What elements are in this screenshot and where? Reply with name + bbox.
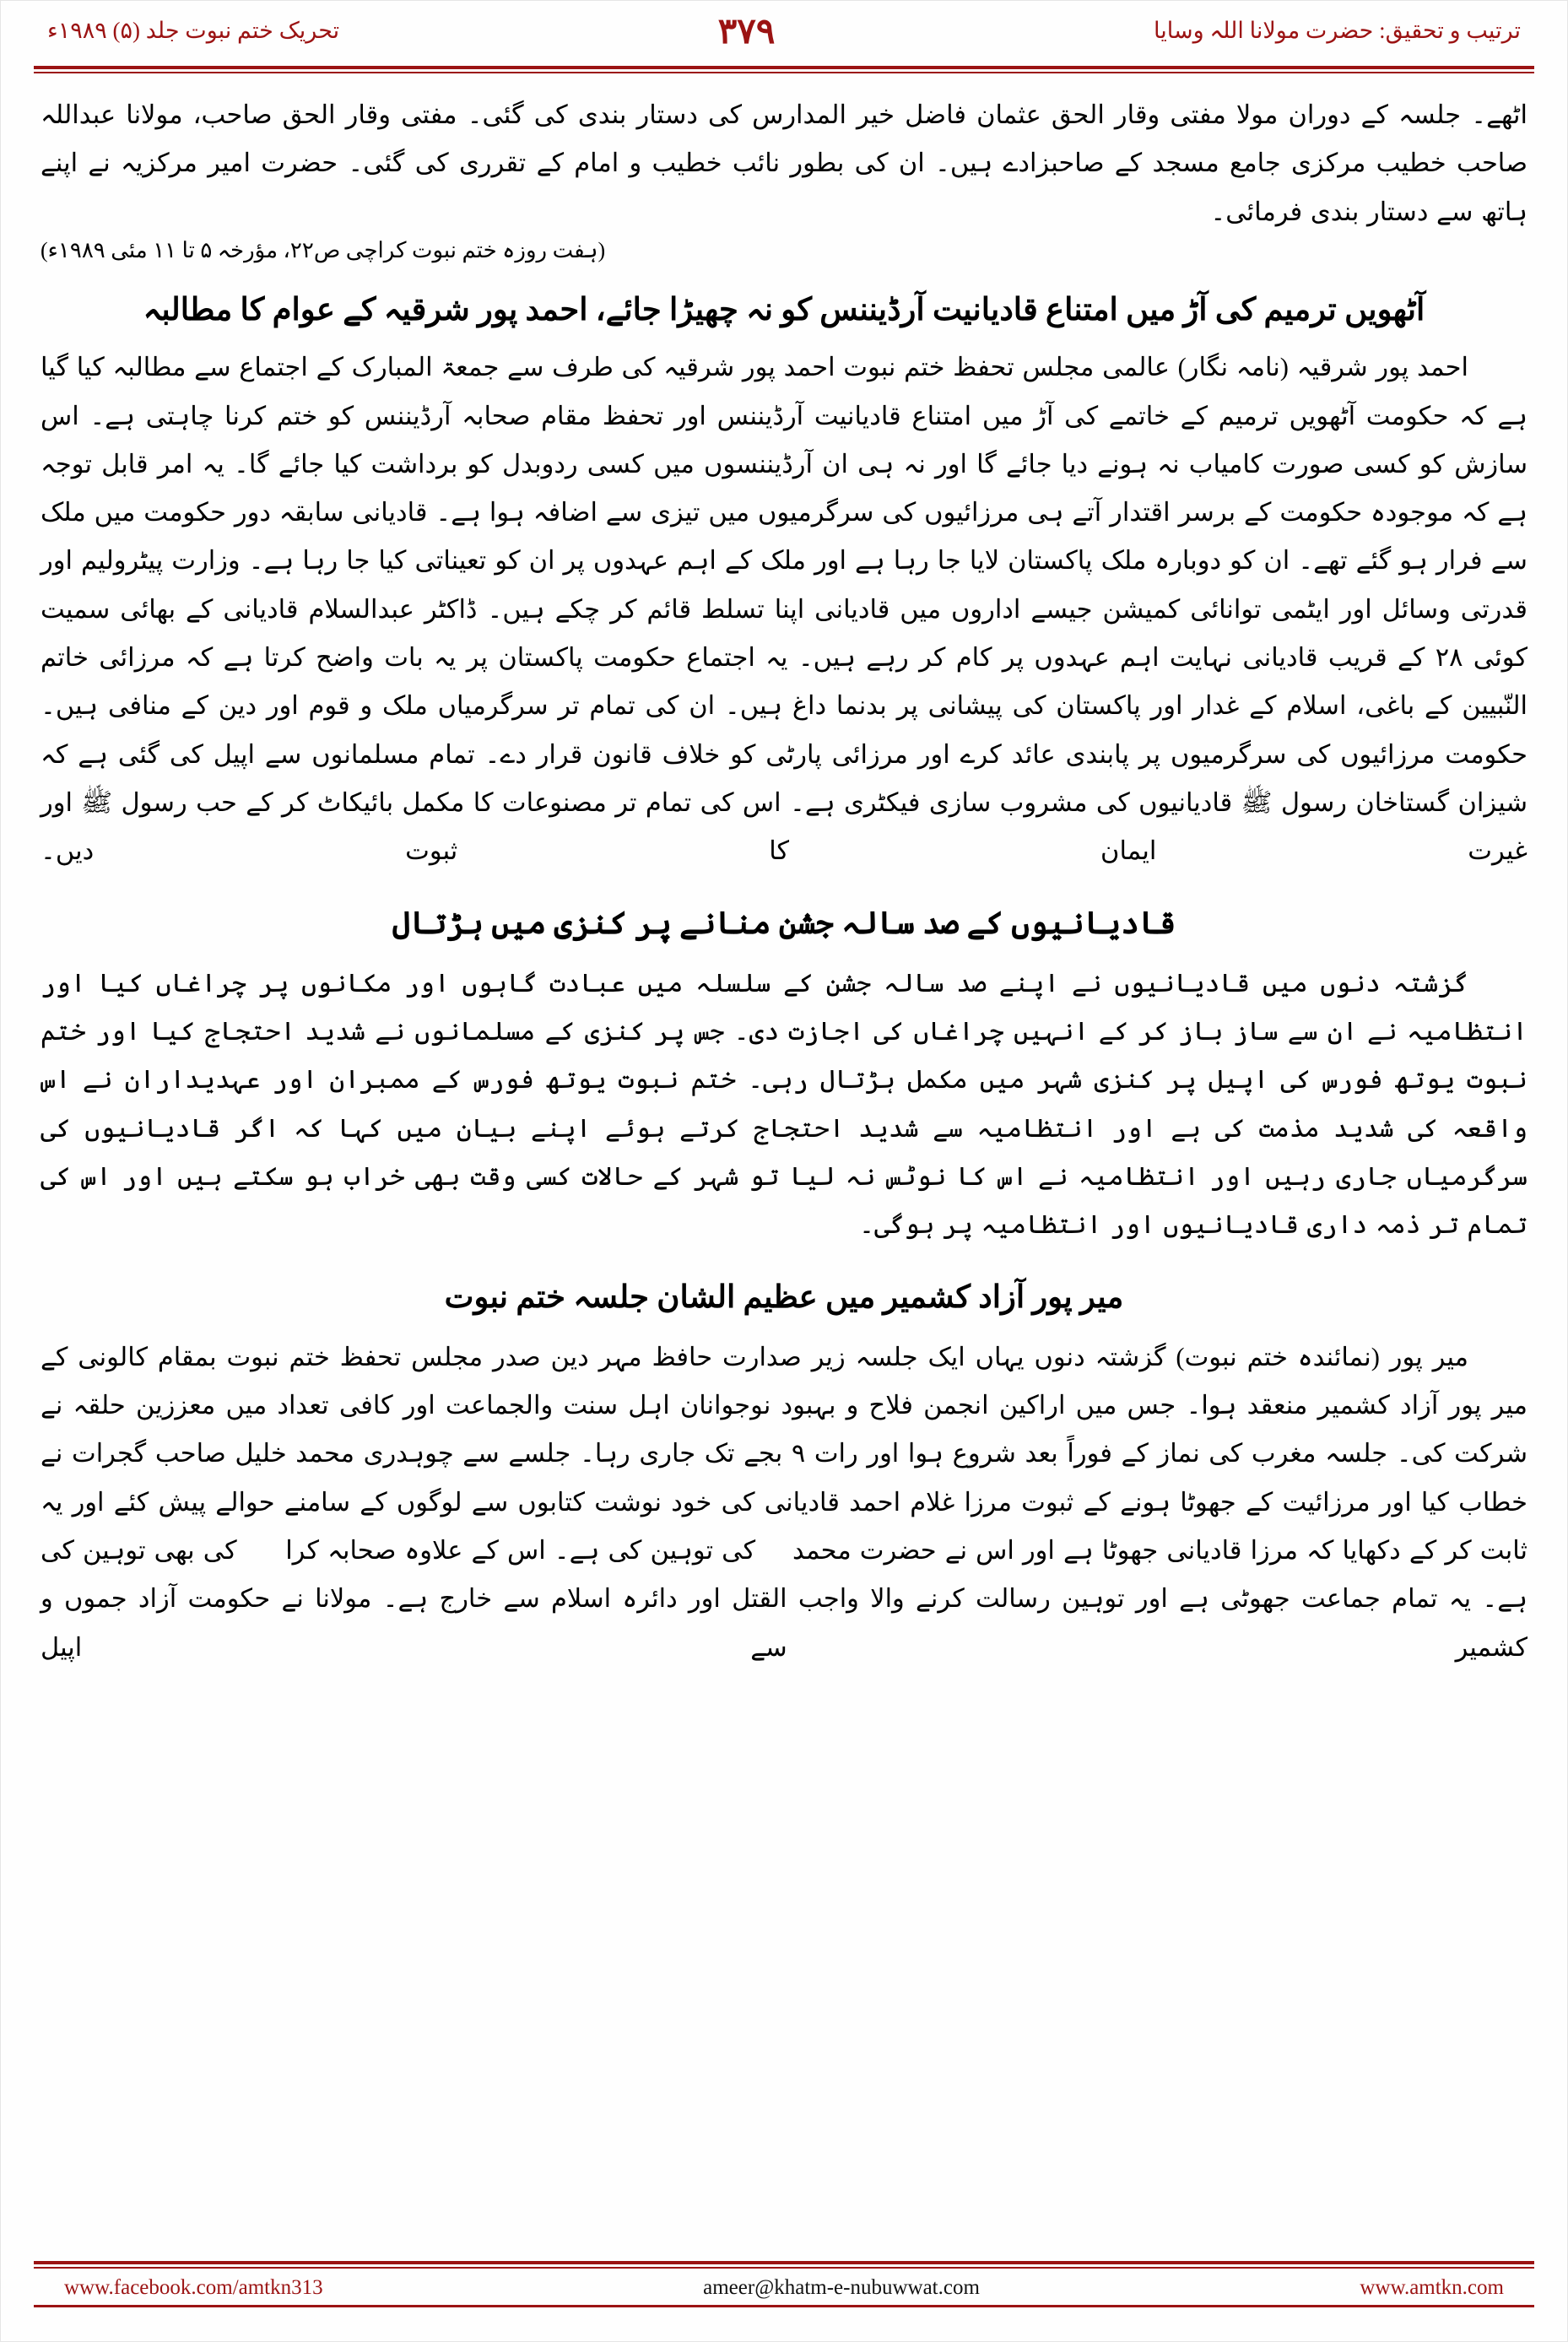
footer-facebook-link[interactable]: www.facebook.com/amtkn313 [64, 2276, 323, 2299]
paragraph-4: میر پور (نمائندہ ختم نبوت) گزشتہ دنوں یہاں ایک جلسہ زیر صدارت حافظ مہر دین صدر مجلس تحفظ ختم نبوت بمقام کالونی کے میر پور آزاد کشمیر منعقد ہوا۔ جس میں اراکین انجمن فلاح و بہبود نوجوانان اہل سنت والجماعت اور کافی تعداد میں معززین حلقہ نے شرکت کی۔ جلسہ مغرب کی نماز کے فوراً بعد شروع ہوا اور رات ۹ بجے تک جاری رہا۔ جلسے سے چوہدری محمد خلیل صاحب گجرات نے خطاب کیا اور مرزائیت کے جھوٹا ہونے کے ثبوت مرزا غلام احمد قادیانی کی خود نوشت کتابوں سے لوگوں کے سامنے حوالے پیش کئے اور یہ ثابت کر کے دکھایا کہ مرزا قادیانی جھوٹا ہے اور اس نے حضرت محمد ﷺ کی توہین کی ہے۔ اس کے علاوہ صحابہ کرامؓ کی بھی توہین کی ہے۔ یہ تمام جماعت جھوٹی ہے اور توہین رسالت کرنے والا واجب القتل اور دائرہ اسلام سے خارج ہے۔ مولانا نے حکومت آزاد جموں و کشمیر سے اپیل [41, 1342, 1528, 1662]
header-book-title: تحریک ختم نبوت جلد (۵) ۱۹۸۹ء [47, 18, 340, 43]
page-content [41, 91, 1527, 2241]
paragraph-2: احمد پور شرقیہ (نامہ نگار) عالمی مجلس تحفظ ختم نبوت احمد پور شرقیہ کی طرف سے جمعۃ المبارک کے اجتماع سے مطالبہ کیا گیا ہے کہ حکومت آٹھویں ترمیم کے خاتمے کی آڑ میں امتناع قادیانیت آرڈیننس اور تحفظ مقام صحابہ آرڈیننس کو ختم کرنا چاہتی ہے۔ اس سازش کو کسی صورت کامیاب نہ ہونے دیا جائے گا اور نہ ہی ان آرڈیننسوں میں کسی ردوبدل کو برداشت کیا جائے گا۔ یہ امر قابل توجہ ہے کہ موجودہ حکومت کے برسر اقتدار آتے ہی مرزائیوں کی سرگرمیوں میں تیزی سے اضافہ ہوا ہے۔ قادیانی سابقہ دور حکومت میں ملک سے فرار ہو گئے تھے۔ ان کو دوبارہ ملک پاکستان لایا جا رہا ہے اور ملک کے اہم عہدوں پر ان کو تعیناتی کیا جا رہا ہے۔ وزارت پیٹرولیم اور قدرتی وسائل اور ایٹمی توانائی کمیشن جیسے اداروں میں قادیانی اپنا تسلط قائم کر چکے ہیں۔ ڈاکٹر عبدالسلام قادیانی کے بھائی سمیت کوئی ۲۸ کے قریب قادیانی نہایت اہم عہدوں پر کام کر رہے ہیں۔ یہ اجتماع حکومت پاکستان پر یہ بات واضح کرتا ہے کہ مرزائی خاتم النّبیین کے باغی، اسلام کے غدار اور پاکستان کی پیشانی پر بدنما داغ ہیں۔ ان کی تمام تر سرگرمیاں ملک و قوم اور دین کے منافی ہیں۔ حکومت مرزائیوں کی سرگرمیوں پر پابندی عائد کرے اور مرزائی پارٹی کو خلاف قانون قرار دے۔ تمام مسلمانوں سے اپیل کی گئی ہے کہ شیزان گستاخان رسول ﷺ قادیانیوں کی مشروب سازی فیکٹری ہے۔ اس کی تمام تر مصنوعات کا مکمل بائیکاٹ کر کے حب رسول ﷺ اور غیرت ایمان کا ثبوت دیں۔ [41, 353, 1527, 866]
footer-divider-bottom [34, 2305, 1534, 2307]
footer-divider-thick [34, 2261, 1534, 2264]
footer-website-link[interactable]: www.amtkn.com [1360, 2276, 1504, 2299]
page-header [0, 0, 1568, 73]
paragraph-3: گزشتہ دنوں میں قادیانیوں نے اپنے صد سالہ جشن کے سلسلہ میں عبادت گاہوں اور مکانوں پر چراغاں کیا اور انتظامیہ نے ان سے ساز باز کر کے انہیں چراغاں کی اجازت دی۔ جس پر کنزی کے مسلمانوں نے شدید احتجاج کیا اور ختم نبوت یوتھ فورس کی اپیل پر کنزی شہر میں مکمل ہڑتال رہی۔ ختم نبوت یوتھ فورس کے ممبران اور عہدیداران نے اس واقعہ کی شدید مذمت کی ہے اور انتظامیہ سے شدید احتجاج کرتے ہوئے اپنے بیان میں کہا کہ اگر قادیانیوں کی سرگرمیاں جاری رہیں اور انتظامیہ نے اس کا نوٹس نہ لیا تو شہر کے حالات کسی وقت بھی خراب ہو سکتے ہیں اور اس کی تمام تر ذمہ داری قادیانیوں اور انتظامیہ پر ہوگی۔ [41, 968, 1527, 1240]
section-heading-1: آٹھویں ترمیم کی آڑ میں امتناع قادیانیت آرڈیننس کو نہ چھیڑا جائے، احمد پور شرقیہ کے عوام کا مطالبہ [143, 292, 1425, 327]
header-compiler-credit: ترتیب و تحقیق: حضرت مولانا اللہ وسایا [1154, 18, 1521, 43]
footer-email-link[interactable]: ameer@khatm-e-nubuwwat.com [703, 2276, 980, 2299]
header-divider-thin [34, 72, 1534, 73]
page-number: ۳۷۹ [717, 13, 776, 51]
page-footer [34, 2261, 1534, 2312]
paragraph-1: اٹھے۔ جلسہ کے دوران مولا مفتی وقار الحق عثمان فاضل خیر المدارس کی دستار بندی کی گئی۔ مفتی وقار الحق صاحب، مولانا عبداللہ صاحب خطیب مرکزی جامع مسجد کے صاحبزادے ہیں۔ ان کی بطور نائب خطیب و امام کے تقرری کی گئی۔ حضرت امیر مرکزیہ نے اپنے ہاتھ سے دستار بندی فرمائی۔ [41, 100, 1527, 226]
section-heading-3: میر پور آزاد کشمیر میں عظیم الشان جلسہ ختم نبوت [444, 1279, 1124, 1315]
reference-citation-1: (ہفت روزہ ختم نبوت کراچی ص۲۲، مؤرخہ ۵ تا ۱۱ مئی ۱۹۸۹ء) [41, 237, 606, 262]
section-heading-2: قادیانیوں کے صد سالہ جشن منانے پر کنزی میں ہڑتال [392, 906, 1176, 941]
header-divider-thick [34, 66, 1534, 69]
